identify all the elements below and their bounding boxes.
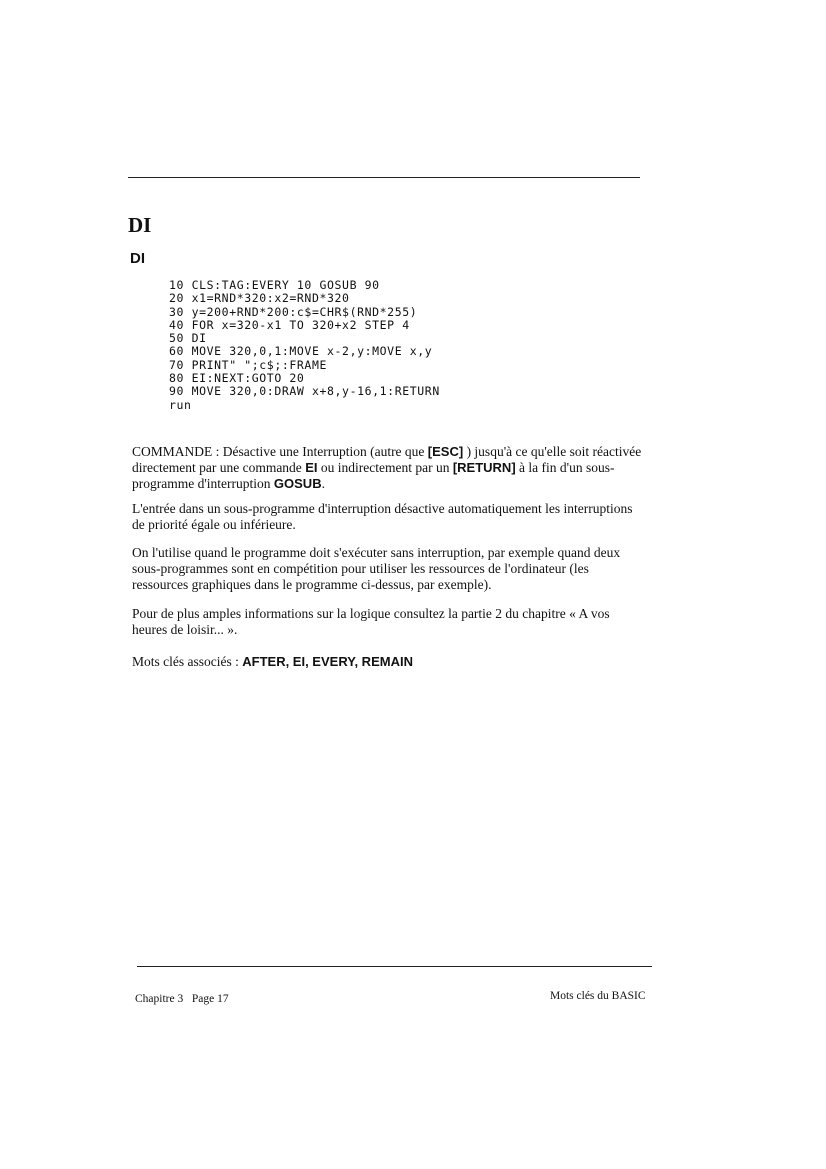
footer-section-title: Mots clés du BASIC bbox=[550, 990, 646, 1002]
command-title: DI bbox=[130, 250, 145, 267]
code-line: 40 FOR x=320-x1 TO 320+x2 STEP 4 bbox=[169, 317, 410, 332]
bottom-rule bbox=[137, 966, 652, 967]
code-line: 30 y=200+RND*200:c$=CHR$(RND*255) bbox=[169, 304, 418, 319]
text-segment: à la fin d'un sous-programme d'interruption bbox=[132, 460, 615, 492]
keyword-return: [RETURN] bbox=[452, 460, 516, 476]
text-segment: COMMANDE : Désactive une Interruption (autre que bbox=[132, 444, 428, 459]
keyword-esc: [ESC] bbox=[427, 444, 464, 459]
paragraph-more-info: Pour de plus amples informations sur la logique consultez la partie 2 du chapitre « A vos heures de loisir... ». bbox=[132, 606, 610, 638]
text-segment: . bbox=[321, 476, 325, 492]
code-line: 10 CLS:TAG:EVERY 10 GOSUB 90 bbox=[169, 278, 380, 292]
code-line: 90 MOVE 320,0:DRAW x+8,y-16,1:RETURN bbox=[169, 384, 440, 399]
related-keywords-label: Mots clés associés : bbox=[132, 654, 243, 669]
page-heading: DI bbox=[128, 213, 152, 237]
command-description bbox=[132, 444, 648, 493]
code-line: 60 MOVE 320,0,1:MOVE x-2,y:MOVE x,y bbox=[169, 344, 433, 359]
related-keywords-list: AFTER, EI, EVERY, REMAIN bbox=[242, 654, 413, 669]
code-line: 70 PRINT" ";c$;:FRAME bbox=[169, 357, 327, 372]
top-rule bbox=[128, 177, 640, 178]
code-listing bbox=[169, 279, 440, 412]
footer-page-number: Chapitre 3 Page 17 bbox=[135, 993, 229, 1005]
related-keywords bbox=[132, 654, 648, 670]
paragraph-interrupt-entry: L'entrée dans un sous-programme d'interruption désactive automatiquement les interruptions de priorité égale ou inférieure. bbox=[132, 501, 633, 533]
code-line: 20 x1=RND*320:x2=RND*320 bbox=[169, 291, 350, 306]
keyword-gosub: GOSUB bbox=[273, 476, 322, 492]
code-line: run bbox=[169, 397, 192, 412]
text-segment: ) jusqu'à ce qu'elle soit réactivée directement par une commande bbox=[132, 444, 642, 476]
paragraph-usage: On l'utilise quand le programme doit s'exécuter sans interruption, par exemple quand deux sous-programmes sont en compétition pour utiliser les ressources de l'ordinateur (les ressources graphiques dans le programme ci-dessus, par exemple). bbox=[132, 545, 621, 593]
keyword-ei: EI bbox=[305, 460, 318, 476]
code-line: 50 DI bbox=[169, 331, 207, 346]
code-line: 80 EI:NEXT:GOTO 20 bbox=[169, 371, 305, 386]
text-segment: ou indirectement par un bbox=[317, 460, 453, 476]
